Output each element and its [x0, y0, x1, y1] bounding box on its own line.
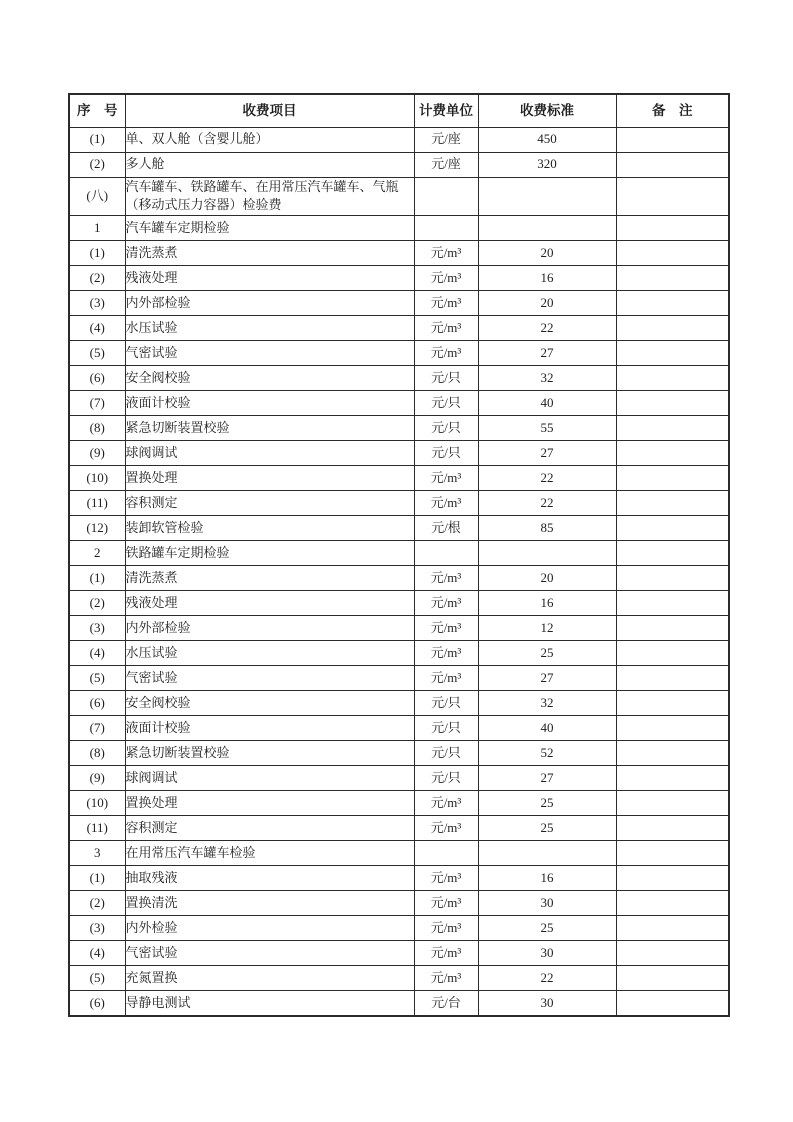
- standard-cell: 22: [478, 966, 616, 991]
- item-cell: 球阀调试: [125, 766, 414, 791]
- fee-schedule-table: [68, 93, 730, 1017]
- table-row: [69, 316, 729, 341]
- seq-cell: (八): [69, 177, 125, 216]
- item-cell: 清洗蒸煮: [125, 241, 414, 266]
- item-cell: 装卸软管检验: [125, 516, 414, 541]
- standard-cell: 22: [478, 316, 616, 341]
- header-row: [69, 94, 729, 127]
- table-row: [69, 891, 729, 916]
- seq-cell: (11): [69, 816, 125, 841]
- unit-cell: 元/m³: [414, 641, 478, 666]
- unit-cell: 元/m³: [414, 666, 478, 691]
- note-cell: [616, 941, 729, 966]
- item-cell: 容积测定: [125, 816, 414, 841]
- seq-cell: (5): [69, 341, 125, 366]
- table-row: [69, 366, 729, 391]
- standard-cell: 55: [478, 416, 616, 441]
- seq-cell: (3): [69, 291, 125, 316]
- unit-cell: 元/只: [414, 416, 478, 441]
- table-row: [69, 466, 729, 491]
- note-cell: [616, 316, 729, 341]
- standard-cell: 320: [478, 152, 616, 177]
- standard-cell: 27: [478, 341, 616, 366]
- unit-cell: 元/只: [414, 366, 478, 391]
- table-row: [69, 616, 729, 641]
- standard-cell: [478, 541, 616, 566]
- table-row: [69, 177, 729, 216]
- table-body: [69, 127, 729, 1016]
- table-row: [69, 566, 729, 591]
- standard-cell: 27: [478, 441, 616, 466]
- unit-cell: 元/只: [414, 391, 478, 416]
- item-cell: 充氮置换: [125, 966, 414, 991]
- table-row: [69, 341, 729, 366]
- table-row: [69, 766, 729, 791]
- item-cell: 球阀调试: [125, 441, 414, 466]
- standard-cell: [478, 216, 616, 241]
- unit-cell: 元/座: [414, 127, 478, 152]
- note-cell: [616, 391, 729, 416]
- item-cell: 内外部检验: [125, 616, 414, 641]
- note-cell: [616, 966, 729, 991]
- seq-cell: (6): [69, 691, 125, 716]
- unit-cell: 元/只: [414, 691, 478, 716]
- note-cell: [616, 591, 729, 616]
- standard-cell: 25: [478, 791, 616, 816]
- unit-cell: [414, 216, 478, 241]
- note-cell: [616, 291, 729, 316]
- standard-cell: 40: [478, 716, 616, 741]
- note-cell: [616, 641, 729, 666]
- standard-cell: 25: [478, 641, 616, 666]
- table-row: [69, 691, 729, 716]
- seq-cell: (4): [69, 641, 125, 666]
- item-cell: 铁路罐车定期检验: [125, 541, 414, 566]
- unit-cell: 元/m³: [414, 916, 478, 941]
- standard-cell: 27: [478, 766, 616, 791]
- standard-cell: 25: [478, 816, 616, 841]
- note-cell: [616, 866, 729, 891]
- table-row: [69, 216, 729, 241]
- item-cell: 气密试验: [125, 941, 414, 966]
- table-row: [69, 416, 729, 441]
- unit-cell: [414, 541, 478, 566]
- unit-cell: 元/只: [414, 441, 478, 466]
- seq-cell: (2): [69, 591, 125, 616]
- note-cell: [616, 366, 729, 391]
- note-cell: [616, 491, 729, 516]
- standard-cell: [478, 841, 616, 866]
- unit-cell: 元/只: [414, 766, 478, 791]
- item-cell: 残液处理: [125, 266, 414, 291]
- standard-cell: 12: [478, 616, 616, 641]
- standard-cell: 16: [478, 266, 616, 291]
- standard-cell: [478, 177, 616, 216]
- note-cell: [616, 516, 729, 541]
- unit-cell: 元/m³: [414, 616, 478, 641]
- standard-cell: 20: [478, 566, 616, 591]
- seq-cell: (4): [69, 941, 125, 966]
- seq-cell: (8): [69, 416, 125, 441]
- table-row: [69, 441, 729, 466]
- unit-cell: [414, 177, 478, 216]
- note-cell: [616, 566, 729, 591]
- table-row: [69, 516, 729, 541]
- table-row: [69, 741, 729, 766]
- seq-cell: (5): [69, 966, 125, 991]
- seq-cell: (4): [69, 316, 125, 341]
- seq-cell: (2): [69, 152, 125, 177]
- table-row: [69, 666, 729, 691]
- seq-cell: (3): [69, 916, 125, 941]
- unit-cell: 元/m³: [414, 241, 478, 266]
- table-row: [69, 991, 729, 1016]
- column-header-item: 收费项目: [125, 94, 414, 127]
- column-header-seq: 序 号: [69, 94, 125, 127]
- note-cell: [616, 916, 729, 941]
- standard-cell: 30: [478, 991, 616, 1016]
- item-cell: 置换清洗: [125, 891, 414, 916]
- note-cell: [616, 341, 729, 366]
- standard-cell: 30: [478, 891, 616, 916]
- item-cell: 内外检验: [125, 916, 414, 941]
- standard-cell: 16: [478, 866, 616, 891]
- item-cell: 多人舱: [125, 152, 414, 177]
- note-cell: [616, 791, 729, 816]
- column-header-unit: 计费单位: [414, 94, 478, 127]
- item-cell: 液面计校验: [125, 716, 414, 741]
- standard-cell: 32: [478, 366, 616, 391]
- table-row: [69, 127, 729, 152]
- note-cell: [616, 741, 729, 766]
- seq-cell: (9): [69, 766, 125, 791]
- seq-cell: 2: [69, 541, 125, 566]
- note-cell: [616, 266, 729, 291]
- item-cell: 导静电测试: [125, 991, 414, 1016]
- table-row: [69, 152, 729, 177]
- standard-cell: 20: [478, 291, 616, 316]
- note-cell: [616, 466, 729, 491]
- standard-cell: 30: [478, 941, 616, 966]
- item-cell: 汽车罐车、铁路罐车、在用常压汽车罐车、气瓶（移动式压力容器）检验费: [125, 177, 414, 216]
- item-cell: 内外部检验: [125, 291, 414, 316]
- seq-cell: (6): [69, 991, 125, 1016]
- note-cell: [616, 541, 729, 566]
- unit-cell: [414, 841, 478, 866]
- item-cell: 安全阀校验: [125, 366, 414, 391]
- note-cell: [616, 716, 729, 741]
- standard-cell: 25: [478, 916, 616, 941]
- unit-cell: 元/m³: [414, 341, 478, 366]
- unit-cell: 元/m³: [414, 291, 478, 316]
- seq-cell: (3): [69, 616, 125, 641]
- unit-cell: 元/m³: [414, 866, 478, 891]
- seq-cell: (6): [69, 366, 125, 391]
- seq-cell: 3: [69, 841, 125, 866]
- item-cell: 残液处理: [125, 591, 414, 616]
- seq-cell: (7): [69, 716, 125, 741]
- standard-cell: 22: [478, 466, 616, 491]
- unit-cell: 元/m³: [414, 566, 478, 591]
- note-cell: [616, 891, 729, 916]
- table-row: [69, 591, 729, 616]
- standard-cell: 16: [478, 591, 616, 616]
- seq-cell: (10): [69, 466, 125, 491]
- item-cell: 置换处理: [125, 466, 414, 491]
- note-cell: [616, 241, 729, 266]
- item-cell: 紧急切断装置校验: [125, 416, 414, 441]
- column-header-standard: 收费标准: [478, 94, 616, 127]
- seq-cell: 1: [69, 216, 125, 241]
- standard-cell: 450: [478, 127, 616, 152]
- note-cell: [616, 216, 729, 241]
- table-row: [69, 941, 729, 966]
- seq-cell: (9): [69, 441, 125, 466]
- standard-cell: 27: [478, 666, 616, 691]
- note-cell: [616, 666, 729, 691]
- table-row: [69, 266, 729, 291]
- standard-cell: 32: [478, 691, 616, 716]
- unit-cell: 元/m³: [414, 316, 478, 341]
- table-row: [69, 241, 729, 266]
- seq-cell: (7): [69, 391, 125, 416]
- table-row: [69, 841, 729, 866]
- note-cell: [616, 816, 729, 841]
- unit-cell: 元/m³: [414, 941, 478, 966]
- note-cell: [616, 991, 729, 1016]
- item-cell: 清洗蒸煮: [125, 566, 414, 591]
- note-cell: [616, 127, 729, 152]
- item-cell: 抽取残液: [125, 866, 414, 891]
- seq-cell: (1): [69, 866, 125, 891]
- table-row: [69, 866, 729, 891]
- seq-cell: (12): [69, 516, 125, 541]
- table-row: [69, 391, 729, 416]
- table-row: [69, 541, 729, 566]
- unit-cell: 元/m³: [414, 466, 478, 491]
- unit-cell: 元/根: [414, 516, 478, 541]
- table-row: [69, 291, 729, 316]
- seq-cell: (1): [69, 241, 125, 266]
- unit-cell: 元/只: [414, 741, 478, 766]
- unit-cell: 元/m³: [414, 491, 478, 516]
- item-cell: 单、双人舱（含婴儿舱）: [125, 127, 414, 152]
- item-cell: 水压试验: [125, 641, 414, 666]
- unit-cell: 元/座: [414, 152, 478, 177]
- item-cell: 水压试验: [125, 316, 414, 341]
- table-row: [69, 966, 729, 991]
- seq-cell: (2): [69, 891, 125, 916]
- unit-cell: 元/m³: [414, 966, 478, 991]
- item-cell: 紧急切断装置校验: [125, 741, 414, 766]
- unit-cell: 元/m³: [414, 266, 478, 291]
- seq-cell: (1): [69, 566, 125, 591]
- item-cell: 置换处理: [125, 791, 414, 816]
- item-cell: 容积测定: [125, 491, 414, 516]
- seq-cell: (11): [69, 491, 125, 516]
- table-row: [69, 916, 729, 941]
- unit-cell: 元/m³: [414, 591, 478, 616]
- standard-cell: 22: [478, 491, 616, 516]
- table-row: [69, 641, 729, 666]
- note-cell: [616, 766, 729, 791]
- note-cell: [616, 616, 729, 641]
- note-cell: [616, 416, 729, 441]
- item-cell: 气密试验: [125, 341, 414, 366]
- item-cell: 安全阀校验: [125, 691, 414, 716]
- note-cell: [616, 691, 729, 716]
- standard-cell: 85: [478, 516, 616, 541]
- column-header-note: 备 注: [616, 94, 729, 127]
- seq-cell: (2): [69, 266, 125, 291]
- table-row: [69, 716, 729, 741]
- unit-cell: 元/只: [414, 716, 478, 741]
- unit-cell: 元/台: [414, 991, 478, 1016]
- item-cell: 气密试验: [125, 666, 414, 691]
- unit-cell: 元/m³: [414, 816, 478, 841]
- standard-cell: 52: [478, 741, 616, 766]
- note-cell: [616, 441, 729, 466]
- note-cell: [616, 152, 729, 177]
- note-cell: [616, 841, 729, 866]
- standard-cell: 40: [478, 391, 616, 416]
- seq-cell: (5): [69, 666, 125, 691]
- note-cell: [616, 177, 729, 216]
- seq-cell: (10): [69, 791, 125, 816]
- table-row: [69, 491, 729, 516]
- item-cell: 汽车罐车定期检验: [125, 216, 414, 241]
- seq-cell: (8): [69, 741, 125, 766]
- table-row: [69, 816, 729, 841]
- standard-cell: 20: [478, 241, 616, 266]
- item-cell: 液面计校验: [125, 391, 414, 416]
- item-cell: 在用常压汽车罐车检验: [125, 841, 414, 866]
- table-row: [69, 791, 729, 816]
- unit-cell: 元/m³: [414, 891, 478, 916]
- seq-cell: (1): [69, 127, 125, 152]
- unit-cell: 元/m³: [414, 791, 478, 816]
